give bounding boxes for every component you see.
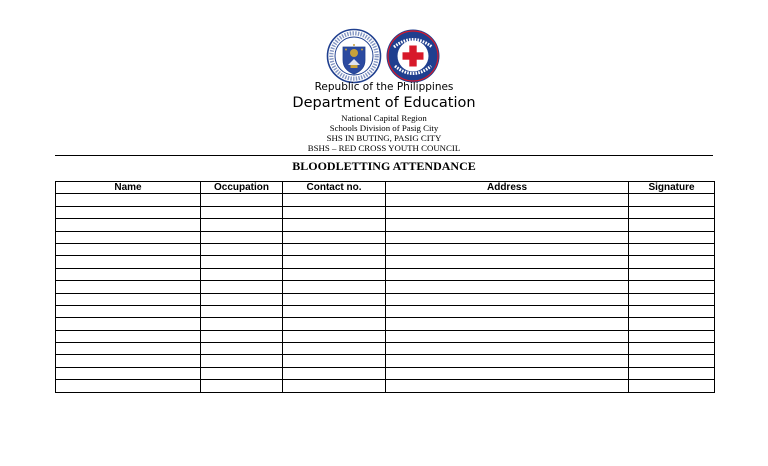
name-cell[interactable] (56, 206, 201, 218)
occupation-cell[interactable] (201, 231, 283, 243)
column-header-address: Address (386, 182, 629, 194)
address-cell[interactable] (386, 219, 629, 231)
signature-cell[interactable] (629, 318, 715, 330)
contact-cell[interactable] (283, 330, 386, 342)
column-header-occupation: Occupation (201, 182, 283, 194)
deped-seal-icon (326, 28, 382, 84)
header-logos (0, 28, 768, 84)
table-row (56, 206, 715, 218)
address-cell[interactable] (386, 380, 629, 392)
table-row (56, 256, 715, 268)
table-header-row (56, 182, 715, 194)
signature-cell[interactable] (629, 355, 715, 367)
table-row (56, 243, 715, 255)
name-cell[interactable] (56, 231, 201, 243)
table-row (56, 380, 715, 392)
name-cell[interactable] (56, 256, 201, 268)
name-cell[interactable] (56, 293, 201, 305)
address-cell[interactable] (386, 256, 629, 268)
attendance-table (55, 181, 715, 393)
republic-heading: Republic of the Philippines (314, 81, 454, 93)
occupation-cell[interactable] (201, 293, 283, 305)
signature-cell[interactable] (629, 330, 715, 342)
occupation-cell[interactable] (201, 194, 283, 206)
table-row (56, 268, 715, 280)
contact-cell[interactable] (283, 367, 386, 379)
occupation-cell[interactable] (201, 380, 283, 392)
region-line: National Capital Region (341, 113, 427, 123)
table-row (56, 355, 715, 367)
occupation-cell[interactable] (201, 243, 283, 255)
signature-cell[interactable] (629, 219, 715, 231)
address-cell[interactable] (386, 231, 629, 243)
column-header-contact: Contact no. (283, 182, 386, 194)
table-row (56, 305, 715, 317)
signature-cell[interactable] (629, 281, 715, 293)
occupation-cell[interactable] (201, 305, 283, 317)
contact-cell[interactable] (283, 305, 386, 317)
address-cell[interactable] (386, 206, 629, 218)
contact-cell[interactable] (283, 206, 386, 218)
contact-cell[interactable] (283, 243, 386, 255)
address-cell[interactable] (386, 194, 629, 206)
address-cell[interactable] (386, 367, 629, 379)
signature-cell[interactable] (629, 243, 715, 255)
department-heading: Department of Education (292, 95, 476, 111)
name-cell[interactable] (56, 194, 201, 206)
name-cell[interactable] (56, 305, 201, 317)
occupation-cell[interactable] (201, 206, 283, 218)
contact-cell[interactable] (283, 343, 386, 355)
header-divider (55, 155, 713, 156)
contact-cell[interactable] (283, 380, 386, 392)
column-header-name: Name (56, 182, 201, 194)
address-cell[interactable] (386, 355, 629, 367)
column-header-signature: Signature (629, 182, 715, 194)
occupation-cell[interactable] (201, 281, 283, 293)
signature-cell[interactable] (629, 380, 715, 392)
table-row (56, 330, 715, 342)
contact-cell[interactable] (283, 355, 386, 367)
name-cell[interactable] (56, 330, 201, 342)
table-row (56, 343, 715, 355)
contact-cell[interactable] (283, 318, 386, 330)
signature-cell[interactable] (629, 305, 715, 317)
occupation-cell[interactable] (201, 355, 283, 367)
signature-cell[interactable] (629, 206, 715, 218)
contact-cell[interactable] (283, 231, 386, 243)
occupation-cell[interactable] (201, 256, 283, 268)
contact-cell[interactable] (283, 268, 386, 280)
signature-cell[interactable] (629, 256, 715, 268)
address-cell[interactable] (386, 305, 629, 317)
council-line: BSHS – RED CROSS YOUTH COUNCIL (307, 143, 461, 153)
signature-cell[interactable] (629, 367, 715, 379)
attendance-table-body (56, 194, 715, 392)
contact-cell[interactable] (283, 256, 386, 268)
table-row (56, 231, 715, 243)
address-cell[interactable] (386, 330, 629, 342)
contact-cell[interactable] (283, 281, 386, 293)
occupation-cell[interactable] (201, 330, 283, 342)
name-cell[interactable] (56, 367, 201, 379)
name-cell[interactable] (56, 243, 201, 255)
name-cell[interactable] (56, 318, 201, 330)
table-row (56, 219, 715, 231)
name-cell[interactable] (56, 380, 201, 392)
signature-cell[interactable] (629, 268, 715, 280)
address-cell[interactable] (386, 243, 629, 255)
signature-cell[interactable] (629, 231, 715, 243)
table-row (56, 367, 715, 379)
occupation-cell[interactable] (201, 318, 283, 330)
occupation-cell[interactable] (201, 268, 283, 280)
address-cell[interactable] (386, 281, 629, 293)
address-cell[interactable] (386, 268, 629, 280)
signature-cell[interactable] (629, 194, 715, 206)
contact-cell[interactable] (283, 219, 386, 231)
document-title: BLOODLETTING ATTENDANCE (292, 159, 476, 173)
name-cell[interactable] (56, 281, 201, 293)
division-line: Schools Division of Pasig City (329, 123, 439, 133)
address-cell[interactable] (386, 318, 629, 330)
address-cell[interactable] (386, 293, 629, 305)
red-cross-youth-icon (385, 28, 441, 84)
occupation-cell[interactable] (201, 219, 283, 231)
occupation-cell[interactable] (201, 367, 283, 379)
signature-cell[interactable] (629, 293, 715, 305)
name-cell[interactable] (56, 268, 201, 280)
table-row (56, 293, 715, 305)
name-cell[interactable] (56, 343, 201, 355)
table-row (56, 318, 715, 330)
name-cell[interactable] (56, 219, 201, 231)
address-cell[interactable] (386, 343, 629, 355)
contact-cell[interactable] (283, 194, 386, 206)
school-line: SHS IN BUTING, PASIG CITY (326, 133, 442, 143)
contact-cell[interactable] (283, 293, 386, 305)
table-row (56, 194, 715, 206)
name-cell[interactable] (56, 355, 201, 367)
table-row (56, 281, 715, 293)
signature-cell[interactable] (629, 343, 715, 355)
occupation-cell[interactable] (201, 343, 283, 355)
